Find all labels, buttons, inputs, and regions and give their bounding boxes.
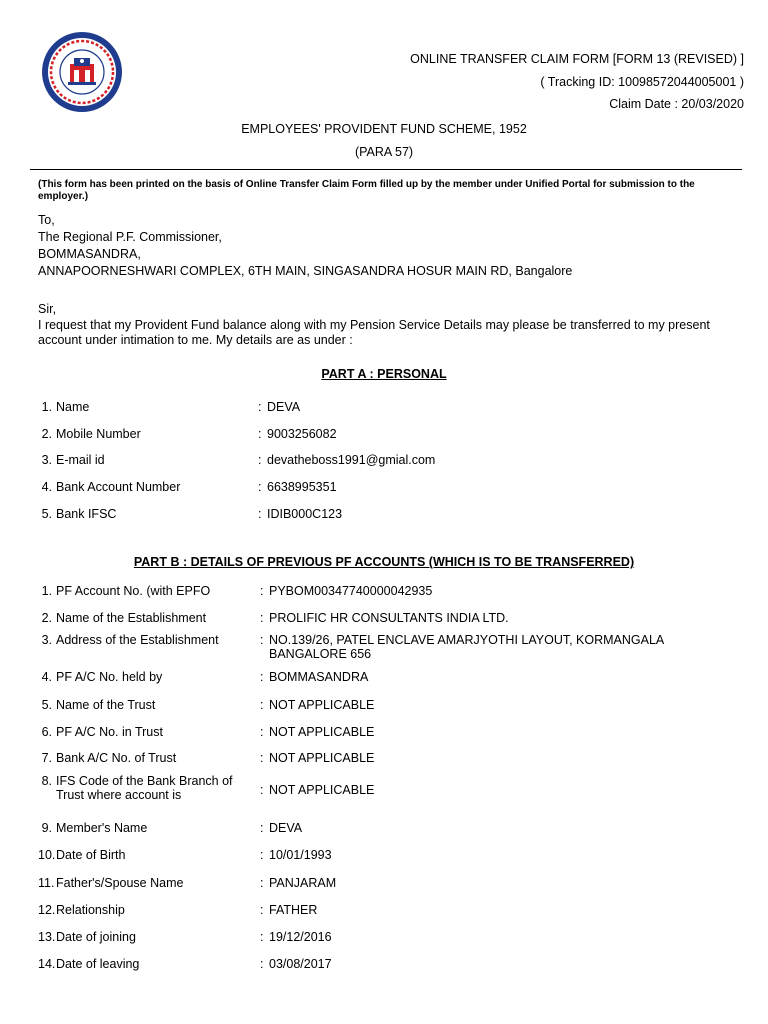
row-number: 9. — [41, 821, 52, 835]
row-number: 1. — [41, 400, 52, 414]
row-separator: : — [260, 670, 264, 684]
row-separator: : — [258, 400, 262, 414]
row-label — [56, 876, 183, 890]
row-number: 6. — [41, 725, 52, 739]
row-value-line-2: BANGALORE 656 — [269, 647, 372, 661]
row-value: IDIB000C123 — [267, 507, 343, 521]
part-b-row — [38, 903, 748, 923]
row-number: 3. — [41, 633, 52, 647]
form-title: ONLINE TRANSFER CLAIM FORM [FORM 13 (REVISED) ] — [410, 52, 744, 66]
row-label-line: Name of the Trust — [56, 698, 156, 712]
row-label-line: Date of Birth — [56, 848, 126, 862]
row-label — [56, 633, 219, 647]
row-label-line: PF A/C No. in Trust — [56, 725, 163, 739]
row-value — [269, 670, 368, 684]
row-label-line: Bank A/C No. of Trust — [56, 751, 177, 765]
row-value-line: BOMMASANDRA — [269, 670, 369, 684]
row-separator: : — [260, 633, 264, 647]
part-b-row — [38, 584, 748, 604]
row-value — [269, 903, 317, 917]
row-value-line: NOT APPLICABLE — [269, 783, 375, 797]
part-b-row — [38, 848, 748, 868]
row-value-line: NOT APPLICABLE — [269, 698, 375, 712]
row-label — [56, 584, 210, 598]
part-b-row — [38, 725, 748, 745]
row-number: 4. — [41, 670, 52, 684]
row-value-line: 10/01/1993 — [269, 848, 332, 862]
row-separator: : — [260, 611, 264, 625]
part-b-row — [38, 611, 748, 631]
row-label-line: Name of the Establishment — [56, 611, 207, 625]
row-value-line: NOT APPLICABLE — [269, 725, 375, 739]
row-value — [269, 876, 336, 890]
part-b-row — [38, 821, 748, 841]
row-value — [269, 848, 332, 862]
row-label-line: Date of leaving — [56, 957, 140, 971]
row-value — [269, 930, 332, 944]
row-number: 10. — [38, 848, 56, 862]
part-b-row — [38, 670, 748, 690]
part-b-title: PART B : DETAILS OF PREVIOUS PF ACCOUNTS (WHICH IS TO BE TRANSFERRED) — [133, 555, 635, 569]
row-number: 14. — [38, 957, 56, 971]
part-b-row — [38, 957, 748, 977]
row-label — [56, 903, 125, 917]
part-b-row — [38, 774, 748, 802]
row-separator: : — [260, 698, 264, 712]
row-value — [269, 633, 664, 661]
row-separator: : — [260, 848, 264, 862]
row-value — [269, 751, 374, 765]
row-label — [56, 611, 206, 625]
row-label-line: Member's Name — [56, 821, 148, 835]
row-label-line: Address of the Establishment — [56, 633, 219, 647]
row-value-line: 03/08/2017 — [269, 957, 332, 971]
row-number: 4. — [41, 480, 52, 494]
row-value: 6638995351 — [267, 480, 337, 494]
row-separator: : — [260, 725, 264, 739]
row-value — [269, 821, 302, 835]
address-line-2: BOMMASANDRA, — [38, 247, 141, 261]
row-label: E-mail id — [56, 453, 105, 467]
recipient-address — [38, 212, 572, 280]
row-label-line-2: Trust where account is — [56, 788, 182, 802]
row-label — [56, 821, 147, 835]
tracking-id: ( Tracking ID: 10098572044005001 ) — [540, 75, 744, 89]
row-value — [269, 611, 509, 625]
part-a-row — [38, 480, 748, 500]
row-number: 13. — [38, 930, 56, 944]
row-label — [56, 698, 155, 712]
row-separator: : — [258, 427, 262, 441]
row-number: 5. — [41, 698, 52, 712]
row-value-line: FATHER — [269, 903, 318, 917]
row-label-line: PF A/C No. held by — [56, 670, 163, 684]
row-label — [56, 930, 136, 944]
row-number: 5. — [41, 507, 52, 521]
row-label — [56, 957, 139, 971]
row-label-line: Date of joining — [56, 930, 136, 944]
row-separator: : — [260, 957, 264, 971]
row-number: 8. — [41, 774, 52, 788]
header-divider — [30, 169, 742, 170]
row-separator: : — [260, 930, 264, 944]
row-label: Mobile Number — [56, 427, 141, 441]
row-separator: : — [258, 507, 262, 521]
row-separator: : — [260, 751, 264, 765]
address-line-3: ANNAPOORNESHWARI COMPLEX, 6TH MAIN, SINGASANDRA HOSUR MAIN RD, Bangalore — [38, 264, 573, 278]
row-label — [56, 670, 162, 684]
row-label: Bank Account Number — [56, 480, 181, 494]
row-label — [56, 774, 233, 802]
row-separator: : — [258, 480, 262, 494]
part-a-row — [38, 507, 748, 527]
row-value — [269, 584, 432, 598]
row-value: 9003256082 — [267, 427, 337, 441]
claim-date: Claim Date : 20/03/2020 — [609, 97, 744, 111]
row-value — [269, 783, 374, 797]
row-number: 7. — [41, 751, 52, 765]
row-value-line: 19/12/2016 — [269, 930, 332, 944]
scheme-title: EMPLOYEES' PROVIDENT FUND SCHEME, 1952 — [241, 122, 527, 136]
row-separator: : — [260, 903, 264, 917]
part-b-row — [38, 876, 748, 896]
part-a-title: PART A : PERSONAL — [321, 367, 447, 381]
part-a-row — [38, 427, 748, 447]
part-b-row — [38, 751, 748, 771]
part-b-row — [38, 930, 748, 950]
row-separator: : — [260, 783, 264, 797]
para-ref: (PARA 57) — [354, 145, 414, 159]
request-text: I request that my Provident Fund balance along with my Pension Service Details may please be transferred to my present account under intimation to me. My details are as under : — [38, 318, 710, 347]
row-value — [269, 725, 374, 739]
part-b-row — [38, 698, 748, 718]
row-separator: : — [260, 584, 264, 598]
part-a-row — [38, 453, 748, 473]
row-separator: : — [258, 453, 262, 467]
row-separator: : — [260, 876, 264, 890]
row-value: DEVA — [267, 400, 301, 414]
row-value-line: PYBOM00347740000042935 — [269, 584, 433, 598]
row-label-line: Father's/Spouse Name — [56, 876, 184, 890]
row-value-line: NO.139/26, PATEL ENCLAVE AMARJYOTHI LAYOUT, KORMANGALA — [269, 633, 665, 647]
row-value-line: PROLIFIC HR CONSULTANTS INDIA LTD. — [269, 611, 509, 625]
row-value: devatheboss1991@gmial.com — [267, 453, 436, 467]
row-separator: : — [260, 821, 264, 835]
row-value-line: PANJARAM — [269, 876, 337, 890]
row-label-line: IFS Code of the Bank Branch of — [56, 774, 233, 788]
row-value-line: NOT APPLICABLE — [269, 751, 375, 765]
row-label — [56, 725, 163, 739]
row-label — [56, 848, 125, 862]
row-number: 2. — [41, 611, 52, 625]
row-value-line: DEVA — [269, 821, 303, 835]
row-number: 2. — [41, 427, 52, 441]
row-number: 12. — [38, 903, 56, 917]
row-label-line: Relationship — [56, 903, 125, 917]
row-number: 3. — [41, 453, 52, 467]
part-b-row — [38, 633, 748, 661]
row-label-line: PF Account No. (with EPFO — [56, 584, 211, 598]
part-a-row — [38, 400, 748, 420]
epfo-logo-icon — [40, 30, 124, 114]
print-note: (This form has been printed on the basis of Online Transfer Claim Form filled up by the member under Unified Portal for submission to the employer.) — [38, 179, 695, 202]
row-label: Bank IFSC — [56, 507, 117, 521]
row-number: 11. — [38, 876, 55, 890]
salutation: Sir, — [38, 302, 57, 316]
address-to: To, — [38, 213, 55, 227]
row-label — [56, 751, 176, 765]
row-number: 1. — [41, 584, 52, 598]
row-label: Name — [56, 400, 90, 414]
row-value — [269, 698, 374, 712]
row-value — [269, 957, 332, 971]
address-line-1: The Regional P.F. Commissioner, — [38, 230, 222, 244]
